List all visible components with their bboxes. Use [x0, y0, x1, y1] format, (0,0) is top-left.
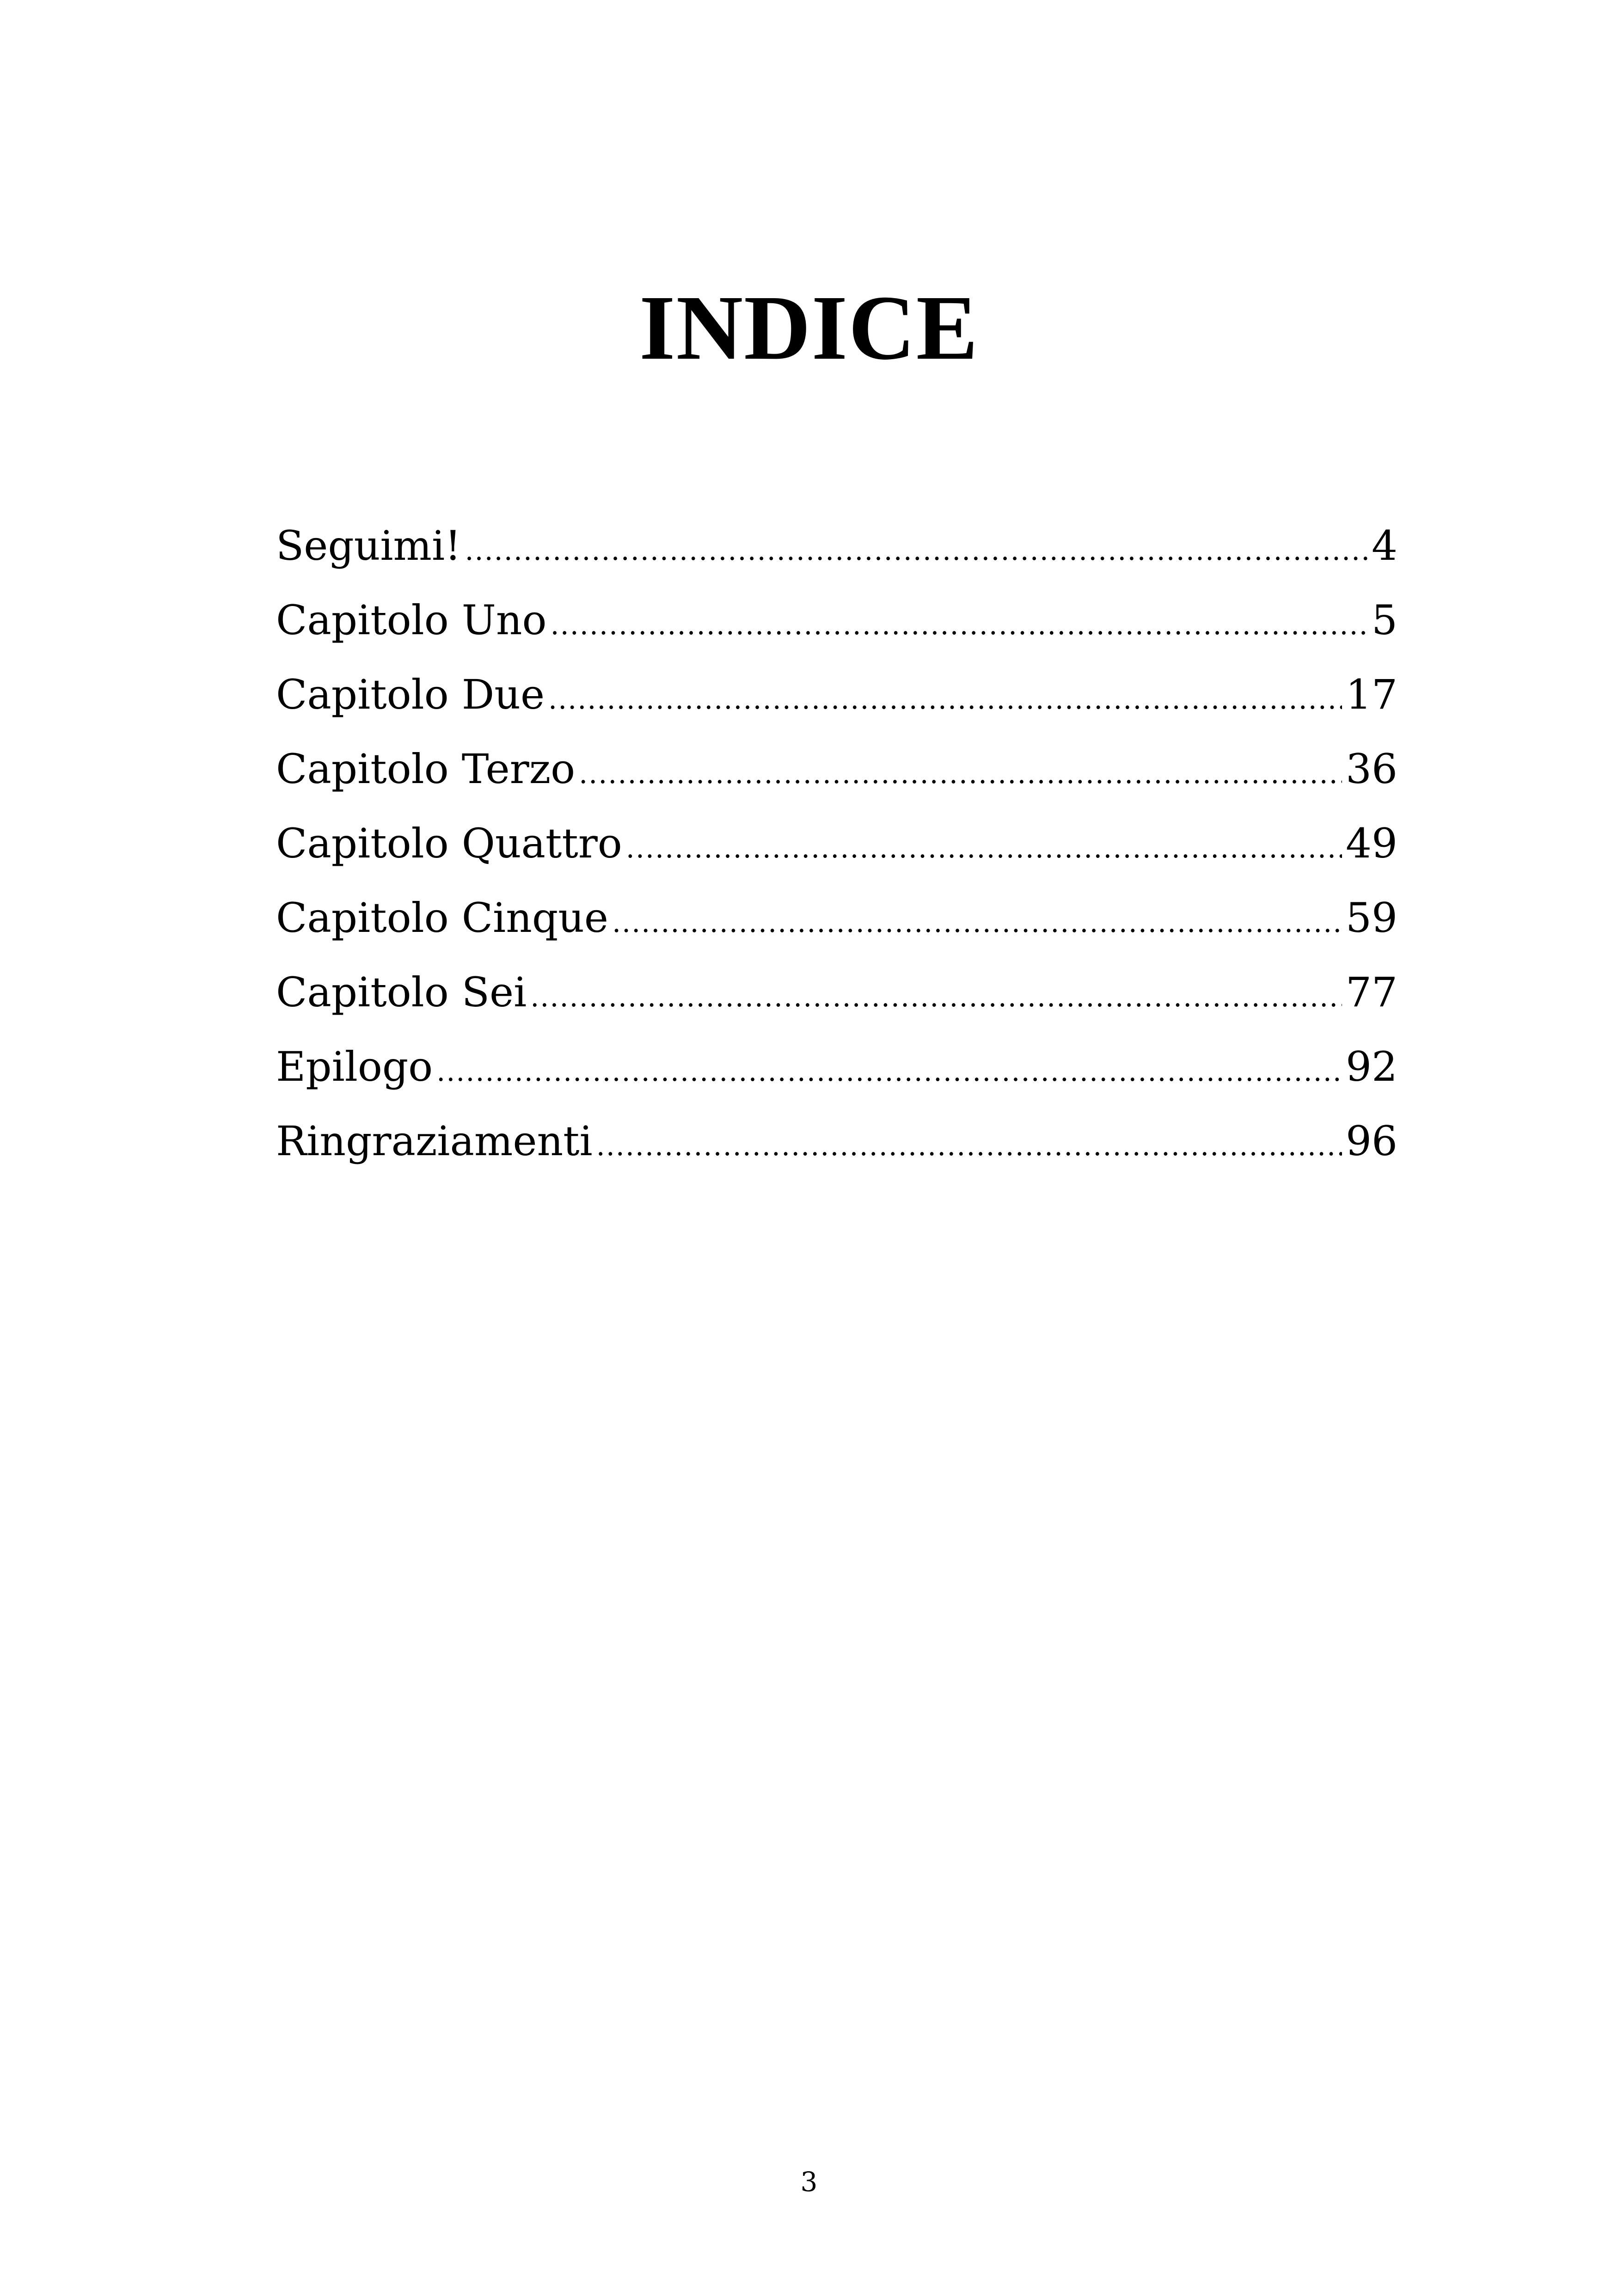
- toc-entry-label: Capitolo Uno: [276, 596, 547, 644]
- toc-entry-ringraziamenti: [276, 1104, 1397, 1178]
- toc-entry-capitolo-sei: [276, 955, 1397, 1029]
- toc-entry-page: 4: [1372, 522, 1397, 569]
- toc-dot-leader: [626, 811, 1342, 886]
- toc-entry-page: 36: [1346, 745, 1397, 793]
- toc-entry-page: 59: [1346, 894, 1397, 942]
- toc-entry-page: 96: [1346, 1117, 1397, 1165]
- toc-dot-leader: [548, 662, 1342, 737]
- toc-dot-leader: [579, 737, 1342, 811]
- toc-dot-leader: [612, 886, 1342, 960]
- toc-entry-label: Ringraziamenti: [276, 1117, 593, 1165]
- toc-entry-label: Capitolo Quattro: [276, 820, 622, 867]
- toc-entry-page: 5: [1372, 596, 1397, 644]
- toc-entry-page: 92: [1346, 1043, 1397, 1090]
- toc-entry-label: Epilogo: [276, 1043, 433, 1090]
- page-title: INDICE: [639, 277, 979, 379]
- toc-entry-capitolo-uno: [276, 583, 1397, 657]
- toc-dot-leader: [465, 514, 1368, 588]
- toc-dot-leader: [551, 588, 1368, 662]
- table-of-contents: [276, 508, 1397, 1178]
- toc-entry-page: 49: [1346, 820, 1397, 867]
- toc-dot-leader: [436, 1035, 1342, 1109]
- toc-entry-page: 17: [1346, 671, 1397, 718]
- toc-entry-label: Capitolo Due: [276, 671, 545, 718]
- toc-entry-capitolo-quattro: [276, 806, 1397, 881]
- toc-dot-leader: [596, 1109, 1342, 1183]
- page-number: 3: [800, 2166, 818, 2198]
- toc-entry-label: Capitolo Cinque: [276, 894, 608, 942]
- toc-entry-label: Seguimi!: [276, 522, 461, 569]
- toc-entry-capitolo-terzo: [276, 732, 1397, 806]
- toc-entry-capitolo-cinque: [276, 881, 1397, 955]
- toc-entry-seguimi: [276, 508, 1397, 583]
- toc-entry-label: Capitolo Sei: [276, 968, 527, 1016]
- toc-entry-label: Capitolo Terzo: [276, 745, 576, 793]
- toc-entry-capitolo-due: [276, 657, 1397, 732]
- toc-dot-leader: [530, 960, 1342, 1035]
- toc-entry-page: 77: [1346, 968, 1397, 1016]
- toc-entry-epilogo: [276, 1029, 1397, 1104]
